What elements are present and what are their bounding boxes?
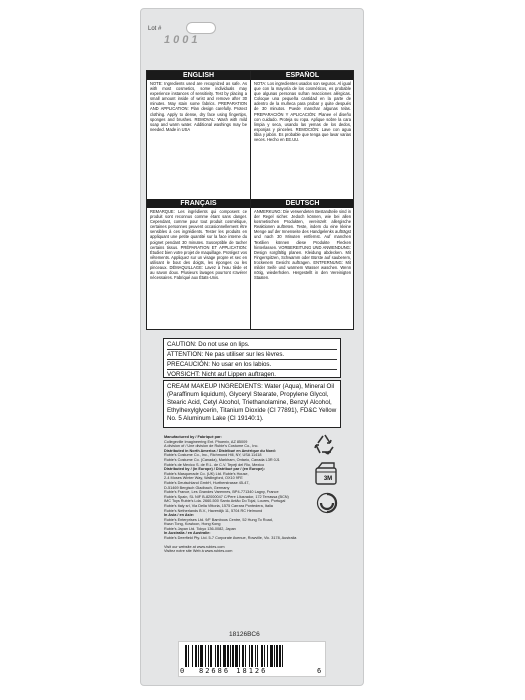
manufacturer-line: Rubie's Japan Ltd. Tokyo 136-0082, Japan xyxy=(164,526,236,531)
barcode-bar xyxy=(242,645,244,667)
manufacturer-line: Rubie's de Mexico S. de R.L. de C.V. Tepeji del Rio, Mexico xyxy=(164,462,265,467)
manufacturer-line: Rubie's Costume Co., Inc., Richmond Hill, NY, USA 11418 xyxy=(164,453,262,458)
lot-label: Lot # xyxy=(148,26,162,32)
manufacturer-line: Rubie's Spain, SL NIF B-82000047 C/Pere Lliusrador, 172 Terrassa (BCN) xyxy=(164,494,289,499)
manufacturer-line: Rubie's Masquerade Co. (UK) Ltd. Rubie's House, xyxy=(164,471,249,476)
barcode-bar xyxy=(232,645,234,667)
manufacturer-line: Rubie's Italy srl, Via Della Vittoria, 1575 Carrara Pontedera, Italia xyxy=(164,503,273,508)
deutsch-header-bar xyxy=(251,199,354,208)
green-dot-icon xyxy=(316,492,338,514)
manufacturer-line: Manufactured by / Fabriqué par: xyxy=(164,435,222,439)
caution-french: ATTENTION: Ne pas utiliser sur les lèvres. xyxy=(167,350,337,360)
barcode-bar xyxy=(223,645,226,667)
product-code: 18126BC6 xyxy=(229,631,260,638)
francais-header: FRANÇAIS xyxy=(180,200,217,207)
espanol-text: NOTA: Los ingredientes usados son seguros. Al igual que con la mayoría de los cosméticos, es probable que algunas personas sufran reacciones alérgicas. Coloque una pequeña cantidad en la parte de adentro de la muñeca para probar y quite después de 30 minutos. Puede manchar algunas telas. PREPARACIÓN Y APLICACIÓN: Planee el diseño con cuidado. Proteja su ropa. Aplique sobre la cara limpia y seca, usando las yemas de los dedos, esponjas y pinceles. REMOCIÓN: Lave con agua tibia y jabón. Es probable que tenga que lavar varias veces. Hecho en EE.UU. xyxy=(254,81,351,143)
barcode-bar xyxy=(274,645,275,667)
francais-section xyxy=(147,199,250,330)
deutsch-text: ANMERKUNG: Die verwendeten Bestandteile sind in der Regel sicher. Jedoch können, wie bei allen kosmetischen Produkten, vereinzelt allergische Reaktionen auftreten. Teste, indem du eine kleine Menge auf der Innenseite des Handgelenks aufträgst und nach 30 Minuten entfernst. Auf manchen Textilien können diese Produkte Flecken hinterlassen. VORBEREITUNG UND ANWENDUNG: Design sorgfältig planen. Kleidung abdecken. Mit Fingerspitzen, Schwamm oder Bürste auf sauberem, trockenem Gesicht auftragen. ENTFERNUNG: Mit milder Seife und warmem Wasser waschen. Wenn nötig, wiederholen. Hergestellt in den Vereinigten Staaten. xyxy=(254,209,351,281)
english-section xyxy=(147,71,250,199)
barcode-bar xyxy=(279,645,281,667)
barcode-bar xyxy=(267,645,268,667)
barcode-bar xyxy=(188,645,189,667)
ingredients-text: CREAM MAKEUP INGREDIENTS: Water (Aqua), Mineral Oil (Paraffinum liquidum), Glyceryl Stearate, Propylene Glycol, Stearic Acid, Cetyl Alcohol, Triethanolamine, Benzyl Alcohol, Ethylhexylglycerin, Titanium Dioxide (CI 77891), FD&C Yellow No. 5 Aluminum Lake (CI 19140:1). xyxy=(167,383,337,422)
barcode-bar xyxy=(185,645,187,667)
manufacturer-line: In Australia / en Australie: xyxy=(164,531,211,536)
barcode-bar xyxy=(215,645,216,667)
caution-box xyxy=(163,338,341,378)
barcode-bar xyxy=(245,645,246,667)
barcode-bar xyxy=(261,645,263,667)
ingredients-box xyxy=(163,380,341,428)
manufacturer-line: In Asia / en Asie: xyxy=(164,513,195,518)
barcode-bar xyxy=(270,645,273,667)
manufacturer-line: Distributed in North America / Distribué en Amérique du Nord: xyxy=(164,448,276,453)
barcode-bar xyxy=(200,645,203,667)
manufacturer-line: Rubie's Netherlands B.V., Haverdijk 11, 5704 RC Helmond xyxy=(164,508,263,513)
barcode-bar xyxy=(220,645,221,667)
caution-spanish: PRECAUCIÓN: No usar en los labios. xyxy=(167,360,337,370)
barcode-left-digit: 0 xyxy=(180,667,185,675)
manufacturer-line: Collegeville Imagineering Ent. Phoenix, AZ 85009 xyxy=(164,439,248,444)
barcode-bar xyxy=(192,645,193,667)
manufacturer-line: D-51469 Bergisch Gladbach, Germany xyxy=(164,485,230,490)
barcode-bar xyxy=(276,645,278,667)
barcode-bar xyxy=(282,645,283,667)
barcode-bar xyxy=(235,645,238,667)
barcode-bar xyxy=(205,645,206,667)
barcode-bar xyxy=(210,645,212,667)
barcode-bar xyxy=(230,645,231,667)
manufacturer-info xyxy=(164,435,304,554)
english-header-bar xyxy=(147,71,250,80)
francais-header-bar xyxy=(147,199,250,208)
manufacturer-line: 2-4 Moses Winter Way, Wallingford, OX10 9FE xyxy=(164,476,243,481)
barcode-bars xyxy=(185,645,321,667)
espanol-header-bar xyxy=(251,71,354,80)
manufacturer-line: Visit our website at www.rubies.com xyxy=(164,544,225,549)
language-panel xyxy=(146,70,354,330)
recycle-icon xyxy=(312,432,338,458)
deutsch-section xyxy=(251,199,354,330)
manufacturer-line: Kwun Tong, Kowloon, Hong Kong xyxy=(164,522,221,527)
english-text: NOTE: Ingredients used are recognized as safe. As with most cosmetics, some individuals may experience instances of sensitivity. Test by placing a small amount inside of wrist and remove after 30 minutes. May stain some fabrics. PREPARATION AND APPLICATION: Plan design carefully. Protect clothing. Apply to dense, dry face using fingertips, sponges and brushes. REMOVAL: Wash with mild soap and warm water. Additional washings may be needed. Made in USA xyxy=(150,81,247,132)
english-header: ENGLISH xyxy=(182,72,215,79)
barcode-bar xyxy=(257,645,258,667)
barcode-bar xyxy=(255,645,256,667)
hang-hole xyxy=(186,22,216,34)
barcode-bar xyxy=(251,645,253,667)
manufacturer-line: Rubie's Enterprises Ltd. 9/F Bamboos Centre, 52 Hung To Road, xyxy=(164,517,273,522)
barcode-bar xyxy=(195,645,197,667)
barcode-bar xyxy=(249,645,250,667)
manufacturer-line: Rubie's Deerfield Pty. Ltd. 5-7 Corporate Avenue, Rowville, Vic. 3178, Australia xyxy=(164,536,297,541)
barcode-bar xyxy=(239,645,240,667)
caution-english: CAUTION: Do not use on lips. xyxy=(167,340,337,350)
manufacturer-line: Rubie's France, Les Grandes Varennes, BP4-771340 Lagny, France xyxy=(164,490,279,495)
barcode-right-digit: 6 xyxy=(317,667,322,675)
manufacturer-line: Visitez notre site Web à www.rubies.com xyxy=(164,549,233,554)
barcode-middle-digits: 82686 18126 xyxy=(199,667,268,675)
barcode xyxy=(178,641,326,677)
deutsch-header: DEUTSCH xyxy=(285,200,320,207)
manufacturer-line: IMC Toys Rubie's Lda. 2660-500 Santo Antão Do Tojal, Loures, Portugal xyxy=(164,499,286,504)
barcode-bar xyxy=(227,645,229,667)
barcode-bar xyxy=(208,645,209,667)
francais-text: REMARQUE: Les ingrédients qui composent ce produit sont reconnus comme étant sans danger. Cependant, comme pour tout produit cosmétique, certaines personnes peuvent occasionnellement être sensibles à ces ingrédients. Tester les produits en appliquant une petite quantité sur la face interne du poignet pendant 30 minutes. Susceptible de tacher certains tissus. PRÉPARATION ET APPLICATION: Étudiez bien votre projet de maquillage. Protégez vos vêtements. Appliquez sur un visage propre et sec en utilisant le bout des doigts, les éponges ou les pinceaux. DÉMAQUILLAGE: Lavez à l'eau tiède et au savon doux. Plusieurs lavages pourront s'avérer nécessaires. Fabriqué aux États-Unis. xyxy=(150,209,247,281)
manufacturer-line: Distributed by / (in Europe) / Distribué par / (en Europe): xyxy=(164,467,265,472)
barcode-bar xyxy=(198,645,199,667)
lot-stamp: 1001 xyxy=(162,34,202,46)
barcode-bar xyxy=(217,645,219,667)
manufacturer-line: A division of / Une division de Rubie's Costume Co., Inc. xyxy=(164,444,259,449)
caution-german: VORSICHT: Nicht auf Lippen auftragen. xyxy=(167,371,277,378)
manufacturer-line: Rubie's Costume Co. (Canada), Markham, Ontario, Canada L3R 0J1 xyxy=(164,457,280,462)
espanol-section xyxy=(251,71,354,199)
espanol-header: ESPAÑOL xyxy=(285,72,320,79)
barcode-bar xyxy=(264,645,265,667)
manufacturer-line: Rubie's Deutschland GmbH, Hurtherstrasse 45-47, xyxy=(164,480,250,485)
jar-label: 3M xyxy=(323,476,333,482)
